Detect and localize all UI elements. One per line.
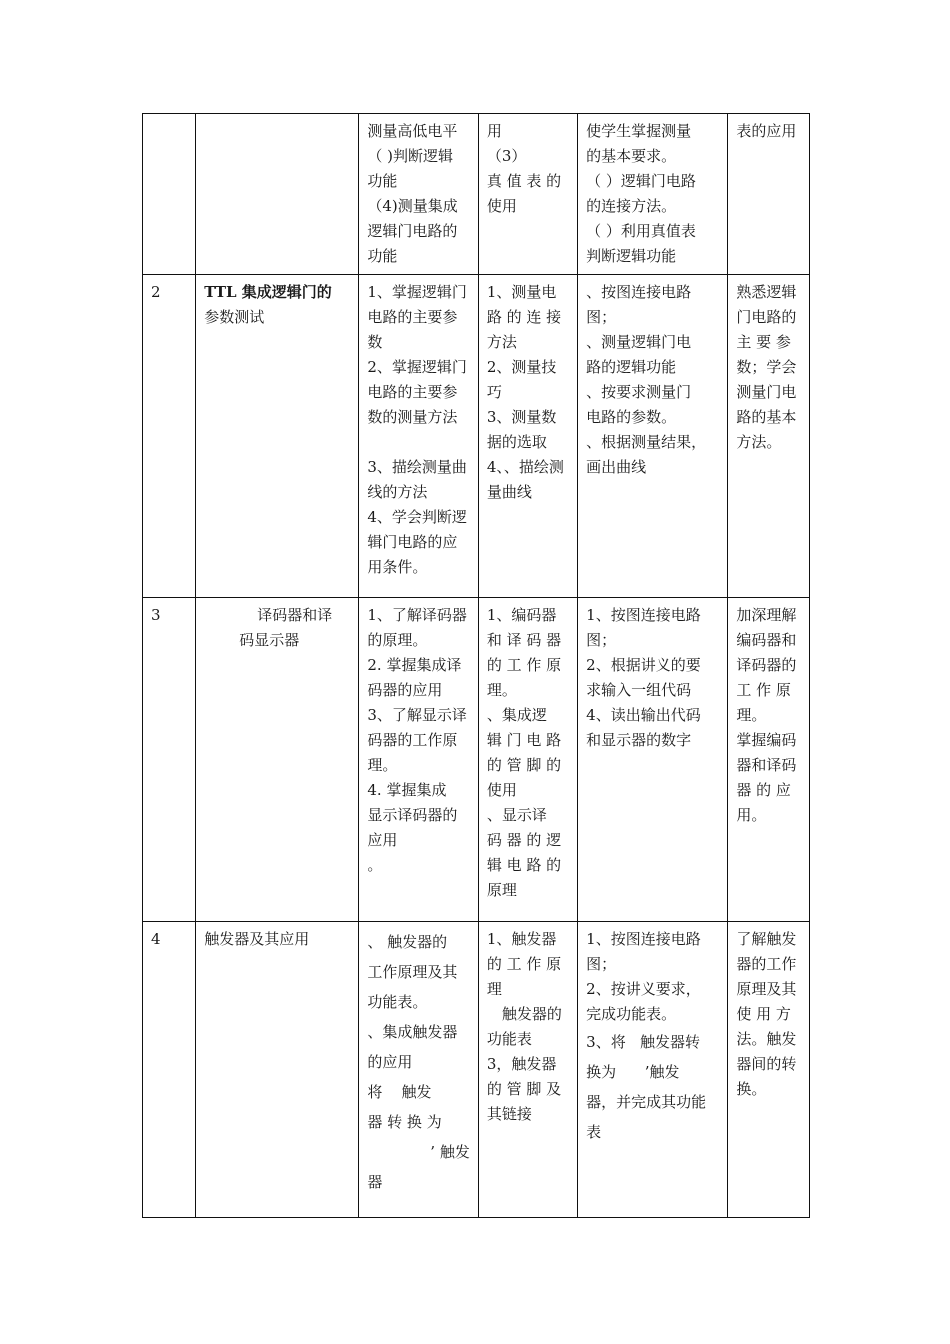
text-line: 译码器的: [736, 656, 797, 674]
text-line: 数: [367, 333, 383, 351]
text-line: 方法。: [736, 433, 782, 451]
text-line: 码器的工作原: [367, 731, 458, 749]
cell-objectives: [728, 598, 810, 922]
text-line: 理: [486, 980, 502, 998]
text-line: 电路的主要参: [367, 308, 458, 326]
text-line: 方法: [486, 333, 517, 351]
text-line: 和 译 码 器: [486, 631, 562, 649]
text-line: 辑门电路的应: [367, 533, 458, 551]
text-line: 器 转 换 为: [367, 1113, 442, 1131]
text-line: 测量门电: [736, 383, 797, 401]
text-line: 逻辑门电路的: [367, 222, 458, 240]
text-line: 测量高低电平: [367, 122, 458, 140]
text-line: 3、测量数: [486, 408, 557, 426]
text-line: 数的测量方法: [367, 408, 458, 426]
cell-requirements: [359, 114, 478, 275]
text-line: 应用: [367, 831, 398, 849]
text-line: 、按图连接电路: [586, 283, 692, 301]
text-line: （4)测量集成: [367, 197, 458, 215]
text-line: 3、了解显示译: [367, 706, 467, 724]
cell-key-points: [478, 922, 577, 1218]
text-line: 量曲线: [486, 483, 532, 501]
text-line: 辑 门 电 路: [486, 731, 562, 749]
text-line: 功能: [367, 247, 398, 265]
text-line: 2、根据讲义的要: [586, 656, 701, 674]
cell-name: [196, 922, 359, 1218]
text-line: 2、掌握逻辑门: [367, 358, 467, 376]
text-line: 。: [367, 856, 383, 874]
text-line: 工 作 原: [736, 681, 791, 699]
text-line: 数；学会: [736, 358, 797, 376]
text-line: 了解触发: [736, 930, 797, 948]
text-line: 门电路的: [736, 308, 797, 326]
text-line: 、 触发器的: [367, 933, 448, 951]
table-row: [143, 114, 810, 275]
cell-requirements: [359, 275, 478, 598]
text-line: 、集成逻: [486, 706, 547, 724]
text-line: 的基本要求。: [586, 147, 677, 165]
text-line: 4、学会判断逻: [367, 508, 467, 526]
text-line: 电路的参数。: [586, 408, 677, 426]
text-line: （ ）利用真值表: [586, 222, 696, 240]
text-line: （ ）逻辑门电路: [586, 172, 696, 190]
text-line: 3、描绘测量曲: [367, 458, 467, 476]
text-line: 1、按图连接电路: [586, 606, 701, 624]
text-line: 功能: [367, 172, 398, 190]
text-line: 和显示器的数字: [586, 731, 692, 749]
text-line: 4. 掌握集成: [367, 781, 447, 799]
text-line: 、按要求测量门: [586, 383, 692, 401]
text-line: 的应用: [367, 1053, 413, 1071]
text-line: 用。: [736, 806, 767, 824]
text-line: 器: [367, 1173, 383, 1191]
text-line: 用: [486, 122, 502, 140]
text-line: 1、掌握逻辑门: [367, 283, 467, 301]
text-line: 原理: [486, 881, 517, 899]
row-number: 4: [151, 930, 161, 948]
cell-procedure: [578, 114, 728, 275]
text-line: 线的方法: [367, 483, 428, 501]
text-line: 的 管 脚 及: [486, 1080, 562, 1098]
cell-key-points: [478, 114, 577, 275]
cell-procedure: [578, 275, 728, 598]
text-line: 加深理解: [736, 606, 797, 624]
text-line: 1、编码器: [486, 606, 557, 624]
text-line: 的原理。: [367, 631, 428, 649]
text-line: 使用: [486, 781, 517, 799]
text-line: 画出曲线: [586, 458, 647, 476]
text-line: 2、测量技: [486, 358, 557, 376]
table-row: [143, 598, 810, 922]
cell-procedure: [578, 922, 728, 1218]
text-line: 法。触发: [736, 1030, 797, 1048]
text-line: 、根据测量结果，: [586, 433, 707, 451]
cell-procedure: [578, 598, 728, 922]
cell-number: [143, 275, 196, 598]
text-line: 路的基本: [736, 408, 797, 426]
text-line: 表的应用: [736, 122, 797, 140]
text-line: 理。: [486, 681, 517, 699]
text-line: 的 管 脚 的: [486, 756, 562, 774]
experiment-title: 码显示器: [239, 631, 300, 649]
cell-objectives: [728, 275, 810, 598]
text-line: 真 值 表 的: [486, 172, 562, 190]
cell-objectives: [728, 114, 810, 275]
text-line: 理。: [736, 706, 767, 724]
text-line: 的 工 作 原: [486, 656, 562, 674]
text-line: 1、了解译码器: [367, 606, 467, 624]
text-line: 、集成触发器: [367, 1023, 458, 1041]
text-line: 、显示译: [486, 806, 547, 824]
text-line: 图；: [586, 308, 617, 326]
text-line: 判断逻辑功能: [586, 247, 677, 265]
cell-name: [196, 275, 359, 598]
text-line: 2. 掌握集成译: [367, 656, 462, 674]
text-line: 显示译码器的: [367, 806, 458, 824]
table-row: [143, 275, 810, 598]
text-line: 表: [586, 1123, 602, 1141]
text-line: 1、触发器: [486, 930, 557, 948]
cell-requirements: [359, 598, 478, 922]
experiment-table: [142, 113, 810, 1218]
text-line: 图；: [586, 631, 617, 649]
text-line: 完成功能表。: [586, 1005, 677, 1023]
text-line: 辑 电 路 的: [486, 856, 562, 874]
text-line: 编码器和: [736, 631, 797, 649]
text-line: 1、测量电: [486, 283, 557, 301]
text-line: 1、按图连接电路: [586, 930, 701, 948]
cell-key-points: [478, 598, 577, 922]
cell-requirements: [359, 922, 478, 1218]
text-line: 主 要 参: [736, 333, 791, 351]
text-line: 3，触发器: [486, 1055, 557, 1073]
text-line: 使用: [486, 197, 517, 215]
cell-key-points: [478, 275, 577, 598]
cell-name: [196, 114, 359, 275]
text-line: 器，并完成其功能: [586, 1093, 707, 1111]
text-line: 器 的 应: [736, 781, 791, 799]
text-line: 据的选取: [486, 433, 547, 451]
text-line: 的连接方法。: [586, 197, 677, 215]
text-line: 器和译码: [736, 756, 797, 774]
text-line: 熟悉逻辑: [736, 283, 797, 301]
cell-number: [143, 922, 196, 1218]
text-line: 触发器的: [501, 1005, 562, 1023]
text-line: 原理及其: [736, 980, 797, 998]
text-line: 电路的主要参: [367, 383, 458, 401]
experiment-title: 触发器及其应用: [204, 930, 310, 948]
experiment-title: TTL 集成逻辑门的: [204, 283, 332, 301]
experiment-title: 参数测试: [204, 308, 265, 326]
text-line: 将 触发: [367, 1083, 432, 1101]
row-number: 3: [151, 606, 161, 624]
table-row: [143, 922, 810, 1218]
text-line: 码器的应用: [367, 681, 443, 699]
text-line: 3、将 触发器转: [586, 1033, 701, 1051]
text-line: 理。: [367, 756, 398, 774]
text-line: 器间的转: [736, 1055, 797, 1073]
text-line: 换。: [736, 1080, 767, 1098]
text-line: 的 工 作 原: [486, 955, 562, 973]
text-line: 路 的 连 接: [486, 308, 562, 326]
text-line: 、测量逻辑门电: [586, 333, 692, 351]
text-line: 图；: [586, 955, 617, 973]
cell-objectives: [728, 922, 810, 1218]
cell-number: [143, 114, 196, 275]
row-number: 2: [151, 283, 161, 301]
text-line: 使 用 方: [736, 1005, 791, 1023]
experiment-title: 译码器和译: [257, 606, 333, 624]
text-line: 使学生掌握测量: [586, 122, 692, 140]
text-line: 换为 ’触发: [586, 1063, 680, 1081]
text-line: 功能表: [486, 1030, 532, 1048]
text-line: 掌握编码: [736, 731, 797, 749]
text-line: 功能表。: [367, 993, 428, 1011]
text-line: 码 器 的 逻: [486, 831, 562, 849]
text-line: （3）: [486, 147, 527, 165]
cell-number: [143, 598, 196, 922]
text-line: （ )判断逻辑: [367, 147, 454, 165]
text-line: 2、按讲义要求，: [586, 980, 701, 998]
text-line: ’ 触发: [430, 1143, 470, 1161]
text-line: [367, 430, 469, 455]
text-line: 工作原理及其: [367, 963, 458, 981]
cell-name: [196, 598, 359, 922]
text-line: 用条件。: [367, 558, 428, 576]
text-line: 4、读出输出代码: [586, 706, 701, 724]
text-line: 4、、描绘测: [486, 458, 564, 476]
text-line: 器的工作: [736, 955, 797, 973]
text-line: 路的逻辑功能: [586, 358, 677, 376]
text-line: 巧: [486, 383, 502, 401]
text-line: 求输入一组代码: [586, 681, 692, 699]
text-line: 其链接: [486, 1105, 532, 1123]
